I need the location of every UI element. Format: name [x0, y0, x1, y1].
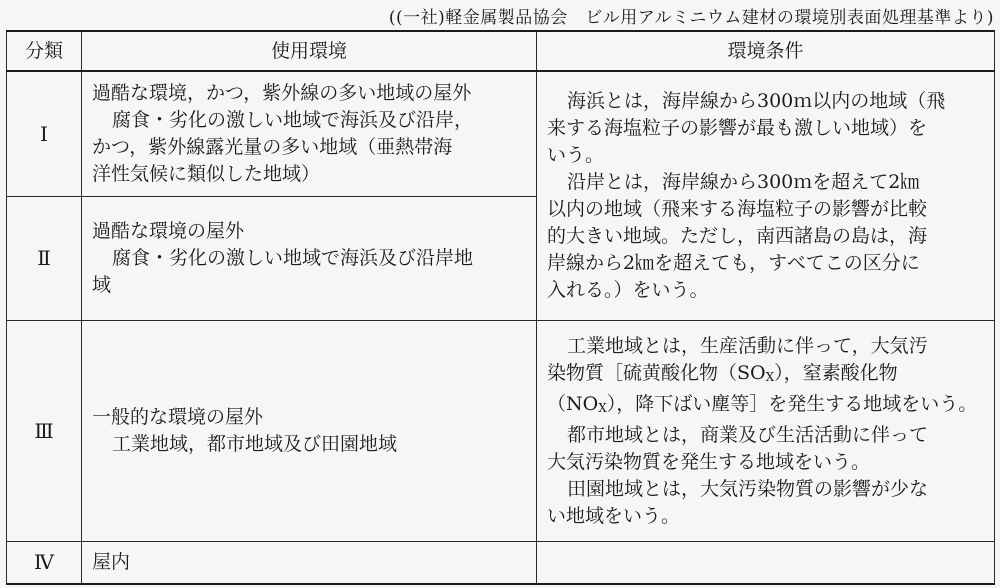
environment-line: 過酷な環境，かつ，紫外線の多い地域の屋外: [92, 82, 472, 105]
environment-cell: [82, 542, 537, 584]
condition-line: いう。: [547, 143, 605, 166]
condition-line: 海浜とは，海岸線から300ｍ以内の地域（飛: [567, 89, 946, 112]
environment-line: 洋性気候に類似した地域）: [92, 163, 321, 186]
class-label: Ⅳ: [7, 542, 82, 584]
environment-cell: [82, 197, 537, 321]
environment-line: 腐食・劣化の激しい地域で海浜及び沿岸地: [112, 247, 474, 270]
header-environment: 使用環境: [82, 31, 537, 71]
condition-text: （NO: [547, 392, 599, 415]
condition-line: [547, 360, 988, 391]
condition-line: 来する海塩粒子の影響が最も激しい地域）を: [547, 116, 928, 139]
empty-conditions-cell: [537, 542, 995, 584]
condition-line: 岸線から2㎞を超えても，すべてこの区分に: [547, 251, 920, 274]
condition-text: 染物質［硫黄酸化物（SO: [547, 361, 766, 384]
condition-text: ），窒素酸化物: [774, 361, 898, 384]
condition-line: [547, 391, 988, 422]
condition-line: 大気汚染物質を発生する地域をいう。: [547, 450, 871, 473]
environment-line: 域: [92, 274, 112, 297]
condition-line: 都市地域とは，商業及び生活活動に伴って: [567, 423, 929, 446]
table-row: [7, 71, 995, 197]
condition-line: 的大きい地域。ただし，南西諸島の島は，海: [547, 224, 928, 247]
subscript: X: [765, 369, 775, 384]
environment-line: かつ，紫外線露光量の多い地域（亜熱帯海: [92, 136, 453, 159]
header-row: [7, 31, 995, 71]
environment-line: 屋内: [92, 551, 131, 574]
condition-line: 工業地域とは，生産活動に伴って，大気汚: [567, 334, 928, 357]
header-classification: 分類: [7, 31, 82, 71]
condition-line: 入れる。）をいう。: [547, 278, 709, 301]
condition-line: 沿岸とは，海岸線から300ｍを超えて2㎞: [567, 170, 920, 193]
class-label: Ⅲ: [7, 320, 82, 541]
environment-cell: [82, 320, 537, 541]
environment-line: 腐食・劣化の激しい地域で海浜及び沿岸，: [112, 109, 474, 132]
environment-line: 過酷な環境の屋外: [92, 220, 245, 243]
environment-line: 工業地域，都市地域及び田園地域: [112, 433, 398, 456]
condition-line: い地域をいう。: [547, 504, 681, 527]
header-conditions: 環境条件: [537, 31, 995, 71]
industrial-conditions-cell: [537, 320, 995, 541]
table-row: [7, 320, 995, 541]
coastal-conditions-cell: [537, 71, 995, 320]
condition-line: 以内の地域（飛来する海塩粒子の影響が比較: [547, 197, 928, 220]
subscript: X: [598, 400, 607, 415]
environment-cell: [82, 71, 537, 197]
source-note: ((一社)軽金属製品協会 ビル用アルミニウム建材の環境別表面処理基準より): [388, 8, 994, 28]
table-row: [7, 542, 995, 584]
class-label: Ⅱ: [7, 197, 82, 321]
condition-line: 田園地域とは，大気汚染物質の影響が少な: [567, 477, 929, 500]
class-label: Ⅰ: [7, 71, 82, 197]
condition-text: ），降下ばい塵等］を発生する地域をいう。: [606, 392, 978, 415]
environment-classification-table: [6, 30, 995, 585]
environment-line: 一般的な環境の屋外: [92, 406, 264, 429]
